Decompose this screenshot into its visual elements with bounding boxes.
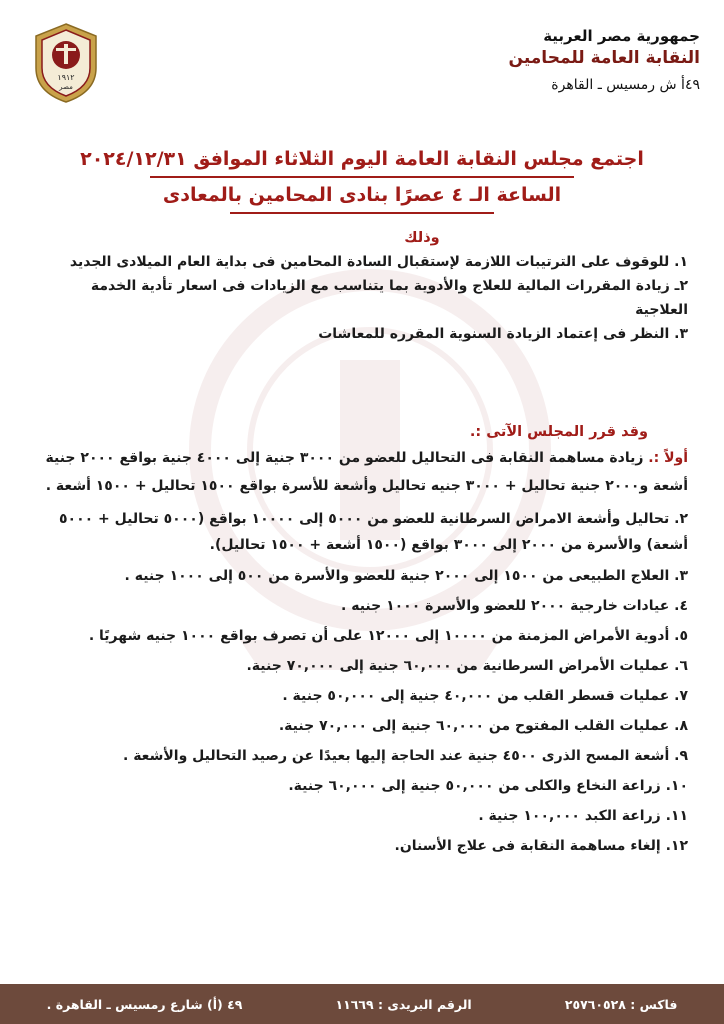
- meeting-title-line1: اجتمع مجلس النقابة العامة اليوم الثلاثاء الموافق ٢٠٢٤/١٢/٣١: [80, 148, 644, 170]
- title-underline: [150, 176, 574, 178]
- footer-postal-code: الرقم البريدى : ١١٦٦٩: [335, 996, 472, 1012]
- agenda-item: ١. للوقوف على الترتيبات اللازمة لإستقبال السادة المحامين فى بداية العام الميلادى الجديد: [69, 254, 688, 270]
- meeting-title-line2: الساعة الـ ٤ عصرًا بنادى المحامين بالمعادى: [162, 184, 562, 206]
- agenda-heading: وذلك: [404, 230, 440, 246]
- decision-item: ٧. عمليات قسطر القلب من ٤٠,٠٠٠ جنية إلى ٥٠,٠٠٠ جنية .: [282, 688, 688, 704]
- agenda-item: ٣. النظر فى إعتماد الزيادة السنوية المقرره للمعاشات: [318, 326, 688, 342]
- decision-item: ١٠. زراعة النخاع والكلى من ٥٠,٠٠٠ جنية إلى ٦٠,٠٠٠ جنية.: [288, 778, 688, 794]
- header-organization: النقابة العامة للمحامين: [508, 48, 700, 68]
- logo-country: مصر: [59, 83, 73, 91]
- title-underline: [230, 212, 494, 214]
- header-country: جمهورية مصر العربية: [543, 27, 700, 45]
- footer-bar: [0, 984, 724, 1024]
- footer-address: ٤٩ (أ) شارع رمسيس ـ القاهرة .: [46, 996, 243, 1012]
- decision-item: ٨. عمليات القلب المفتوح من ٦٠,٠٠٠ جنية إلى ٧٠,٠٠٠ جنية.: [278, 718, 688, 734]
- decision-item: ٣. العلاج الطبيعى من ١٥٠٠ إلى ٢٠٠٠ جنية للعضو والأسرة من ٥٠٠ إلى ١٠٠٠ جنيه .: [124, 568, 688, 584]
- decision-item: ٢. تحاليل وأشعة الامراض السرطانية للعضو من ٥٠٠٠ إلى ١٠٠٠٠ بواقع (٥٠٠٠ تحاليل + ٥٠٠٠ أشعة) والأسرة من ٢٠٠٠ إلى ٣٠٠٠ بواقع (١٥٠٠ أشعة + ١٥٠٠ تحاليل).: [59, 511, 688, 553]
- decision-item: ٤. عيادات خارجية ٢٠٠٠ للعضو والأسرة ١٠٠٠ جنيه .: [341, 598, 688, 614]
- decision-item: ١١. زراعة الكبد ١٠٠,٠٠٠ جنية .: [478, 808, 688, 824]
- decision-item-first: [36, 444, 688, 500]
- letterhead: [400, 26, 700, 96]
- footer-fax: فاكس : ٢٥٧٦٠٥٢٨: [564, 996, 678, 1012]
- decision-item: ١٢. إلغاء مساهمة النقابة فى علاج الأسنان.: [394, 838, 688, 854]
- header-address: ٤٩أ ش رمسيس ـ القاهرة: [551, 77, 700, 93]
- logo-year: ١٩١٢: [57, 73, 75, 82]
- agenda-item: ٢ـ زيادة المقررات المالية للعلاج والأدوية بما يتناسب مع الزيادات فى اسعار تأدية الخدمة العلاجية: [90, 278, 688, 318]
- decision-item: ٩. أشعة المسح الذرى ٤٥٠٠ جنية عند الحاجة إليها بعيدًا عن رصيد التحاليل والأشعة .: [123, 748, 688, 764]
- decisions-heading: وقد قرر المجلس الآتى :.: [469, 424, 648, 440]
- syndicate-logo-icon: [32, 22, 100, 104]
- decision-first-text: زيادة مساهمة النقابة فى التحاليل للعضو من ٣٠٠٠ جنية إلى ٤٠٠٠ جنية بواقع ٢٠٠٠ جنية أشعة و٢٠٠٠ جنية تحاليل + ٣٠٠٠ جنيه تحاليل وأشعة للأسرة بواقع ١٥٠٠ تحاليل + ١٥٠٠ أشعة .: [45, 450, 688, 494]
- decision-item: ٥. أدوية الأمراض المزمنة من ١٠٠٠٠ إلى ١٢٠٠٠ على أن تصرف بواقع ١٠٠٠ جنيه شهريًا .: [88, 628, 688, 644]
- decision-first-lead: أولاً :.: [648, 450, 688, 466]
- decision-item: ٦. عمليات الأمراض السرطانية من ٦٠,٠٠٠ جنية إلى ٧٠,٠٠٠ جنية.: [246, 658, 688, 674]
- decisions-section: [36, 420, 688, 858]
- agenda-section: [36, 226, 688, 346]
